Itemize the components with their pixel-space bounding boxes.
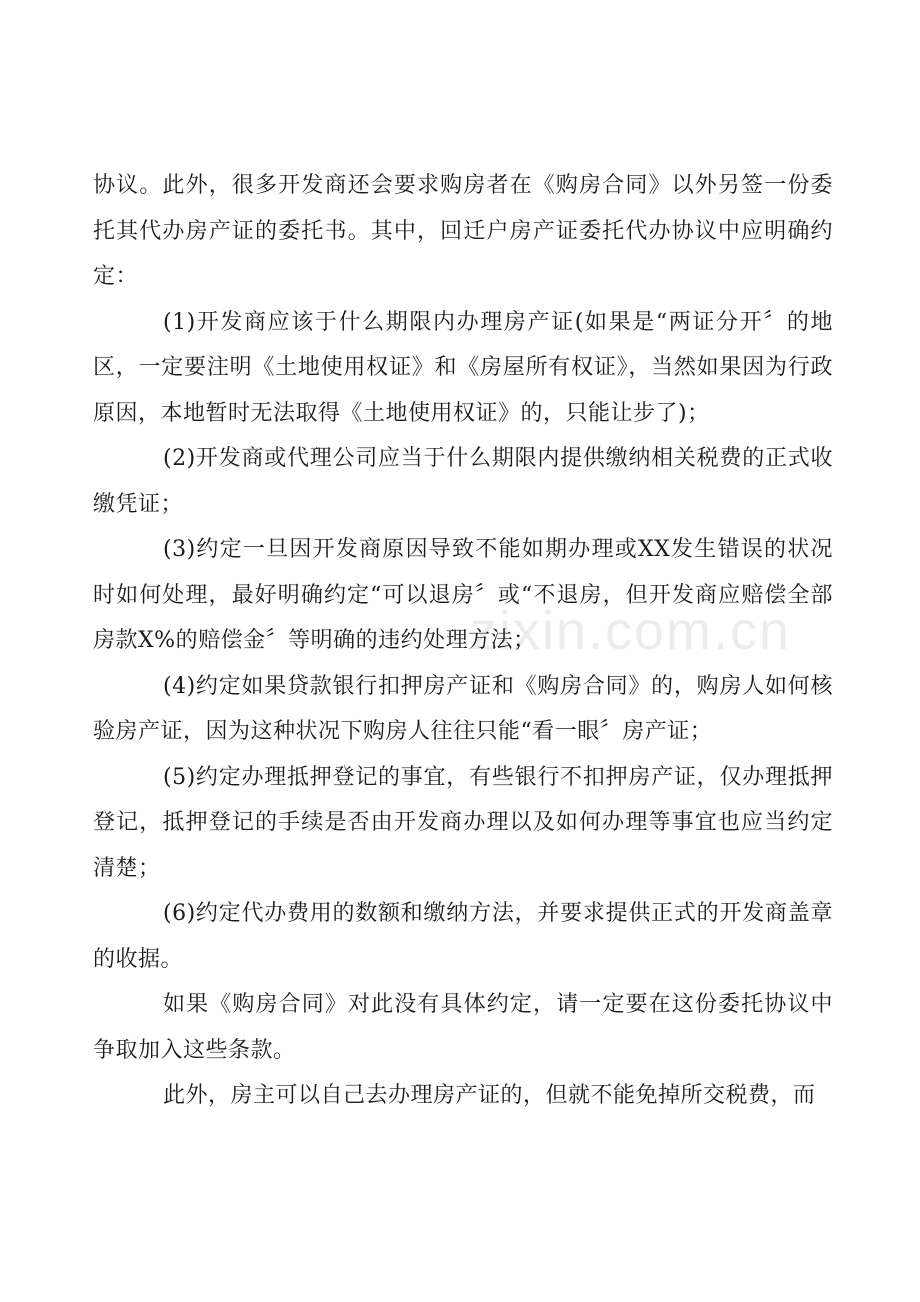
paragraph-clause-2: (2)开发商或代理公司应当于什么期限内提供缴纳相关税费的正式收缴凭证； [93,446,833,517]
watermark: zixin.com.cn [470,601,792,661]
paragraph-advice: 如果《购房合同》对此没有具体约定，请一定要在这份委托协议中争取加入这些条款。 [93,992,833,1063]
paragraph-clause-5: (5)约定办理抵押登记的事宜，有些银行不扣押房产证，仅办理抵押登记，抵押登记的手续是否由开发商办理以及如何办理等事宜也应当约定清楚； [93,764,833,881]
paragraph-closing: 此外，房主可以自己去办理房产证的，但就不能免掉所交税费，而 [163,1083,816,1108]
paragraph-intro: 协议。此外，很多开发商还会要求购房者在《购房合同》以外另签一份委托其代办房产证的委托书。其中，回迁户房产证委托代办协议中应明确约定： [93,173,833,289]
paragraph-clause-6: (6)约定代办费用的数额和缴纳方法，并要求提供正式的开发商盖章的收据。 [93,901,833,972]
paragraph-clause-1: (1)开发商应该于什么期限内办理房产证(如果是“两证分开〞的地区，一定要注明《土地使用权证》和《房屋所有权证》，当然如果因为行政原因，本地暂时无法取得《土地使用权证》的，只能让步了)； [93,309,833,426]
paragraph-clause-4: (4)约定如果贷款银行扣押房产证和《购房合同》的，购房人如何核验房产证，因为这种状况下购房人往往只能“看一眼〞房产证； [93,673,833,744]
paragraph-clause-3: (3)约定一旦因开发商原因导致不能如期办理或XX发生错误的状况时如何处理，最好明确约定“可以退房〞或“不退房，但开发商应赔偿全部房款X%的赔偿金〞等明确的违约处理方法； [93,537,833,653]
